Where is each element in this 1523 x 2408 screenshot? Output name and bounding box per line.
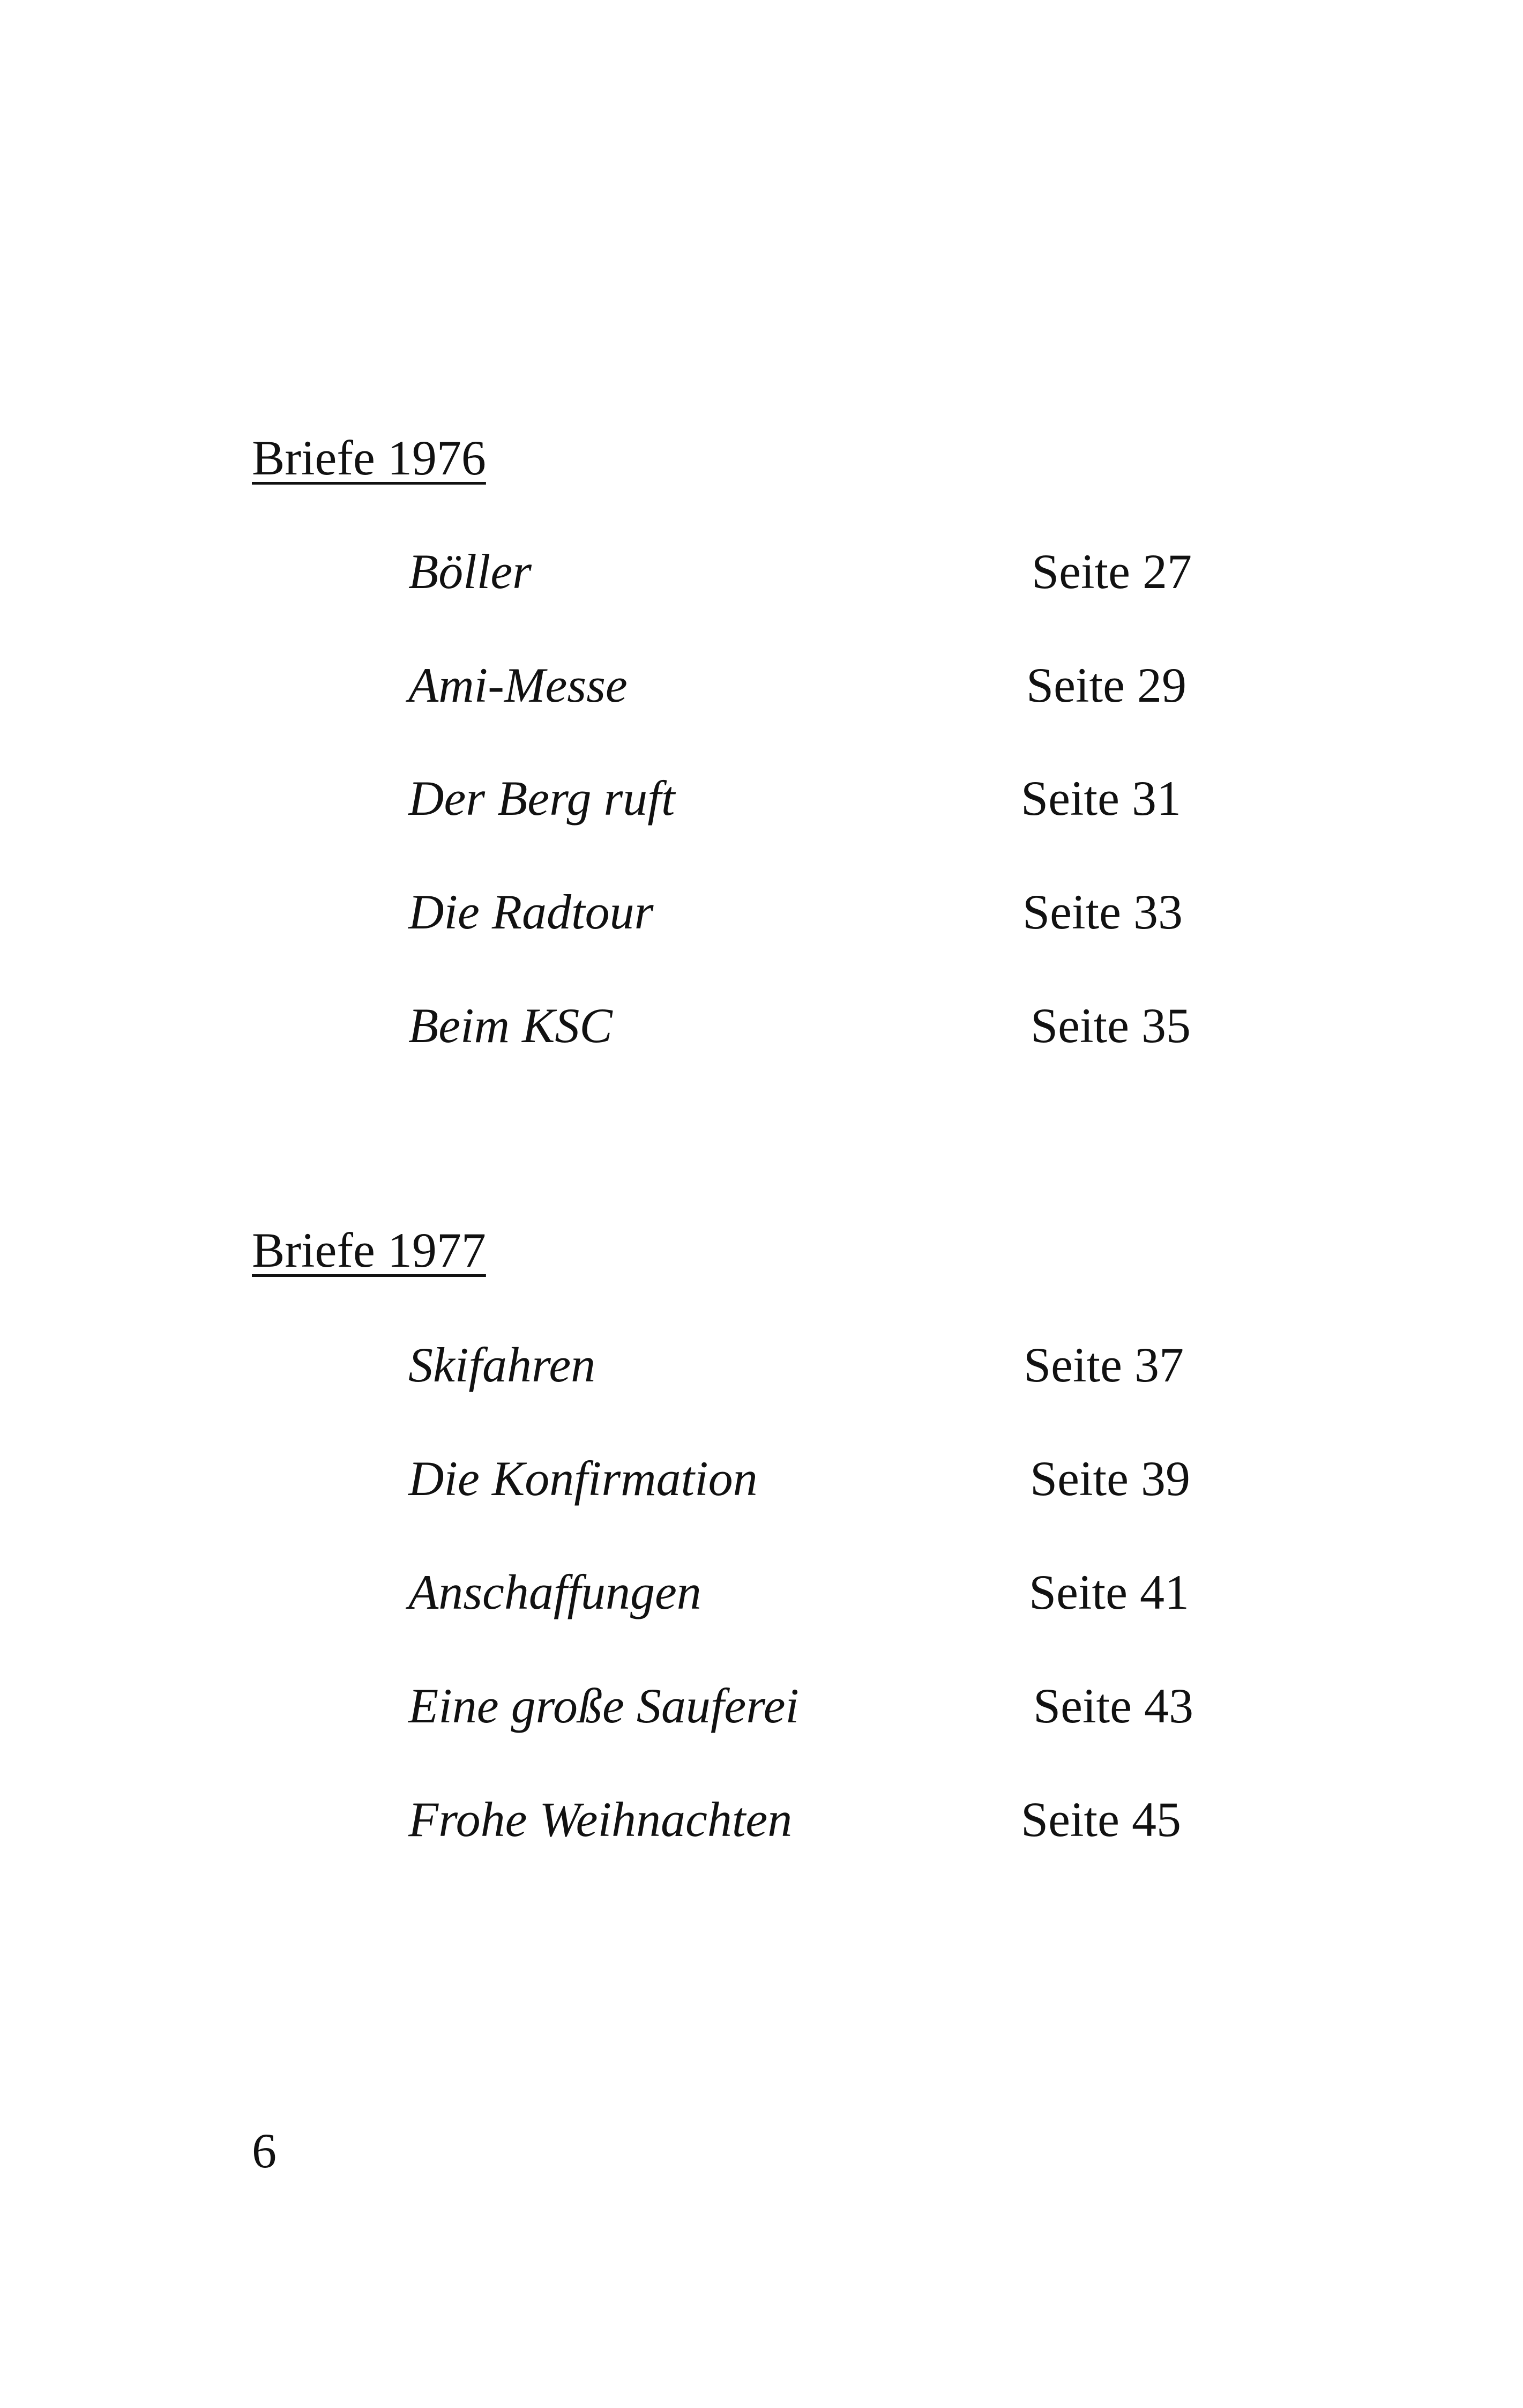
entry-page-eine-grosse-sauferei: Seite 43 bbox=[1033, 1678, 1193, 1733]
entry-title-boeller: Böller bbox=[408, 544, 532, 599]
entry-title-skifahren: Skifahren bbox=[408, 1337, 596, 1392]
entry-page-anschaffungen: Seite 41 bbox=[1029, 1565, 1189, 1619]
section-heading-1977: Briefe 1977 bbox=[252, 1223, 486, 1277]
entry-page-skifahren: Seite 37 bbox=[1024, 1337, 1184, 1392]
entry-title-eine-grosse-sauferei: Eine große Sauferei bbox=[408, 1678, 799, 1733]
entry-title-frohe-weihnachten: Frohe Weihnachten bbox=[408, 1792, 793, 1847]
entry-page-der-berg-ruft: Seite 31 bbox=[1021, 771, 1181, 826]
entry-title-die-radtour: Die Radtour bbox=[408, 885, 654, 939]
entry-title-der-berg-ruft: Der Berg ruft bbox=[408, 771, 675, 826]
entry-title-die-konfirmation: Die Konfirmation bbox=[408, 1451, 758, 1506]
entry-title-beim-ksc: Beim KSC bbox=[408, 998, 613, 1053]
entry-page-frohe-weihnachten: Seite 45 bbox=[1021, 1792, 1181, 1847]
page-number: 6 bbox=[252, 2123, 277, 2178]
entry-title-ami-messe: Ami-Messe bbox=[408, 658, 628, 712]
entry-page-beim-ksc: Seite 35 bbox=[1031, 998, 1191, 1053]
section-heading-1976: Briefe 1976 bbox=[252, 430, 486, 485]
entry-page-die-konfirmation: Seite 39 bbox=[1030, 1451, 1190, 1506]
entry-title-anschaffungen: Anschaffungen bbox=[408, 1565, 701, 1619]
entry-page-ami-messe: Seite 29 bbox=[1026, 658, 1186, 712]
entry-page-die-radtour: Seite 33 bbox=[1022, 885, 1183, 939]
entry-page-boeller: Seite 27 bbox=[1032, 544, 1192, 599]
